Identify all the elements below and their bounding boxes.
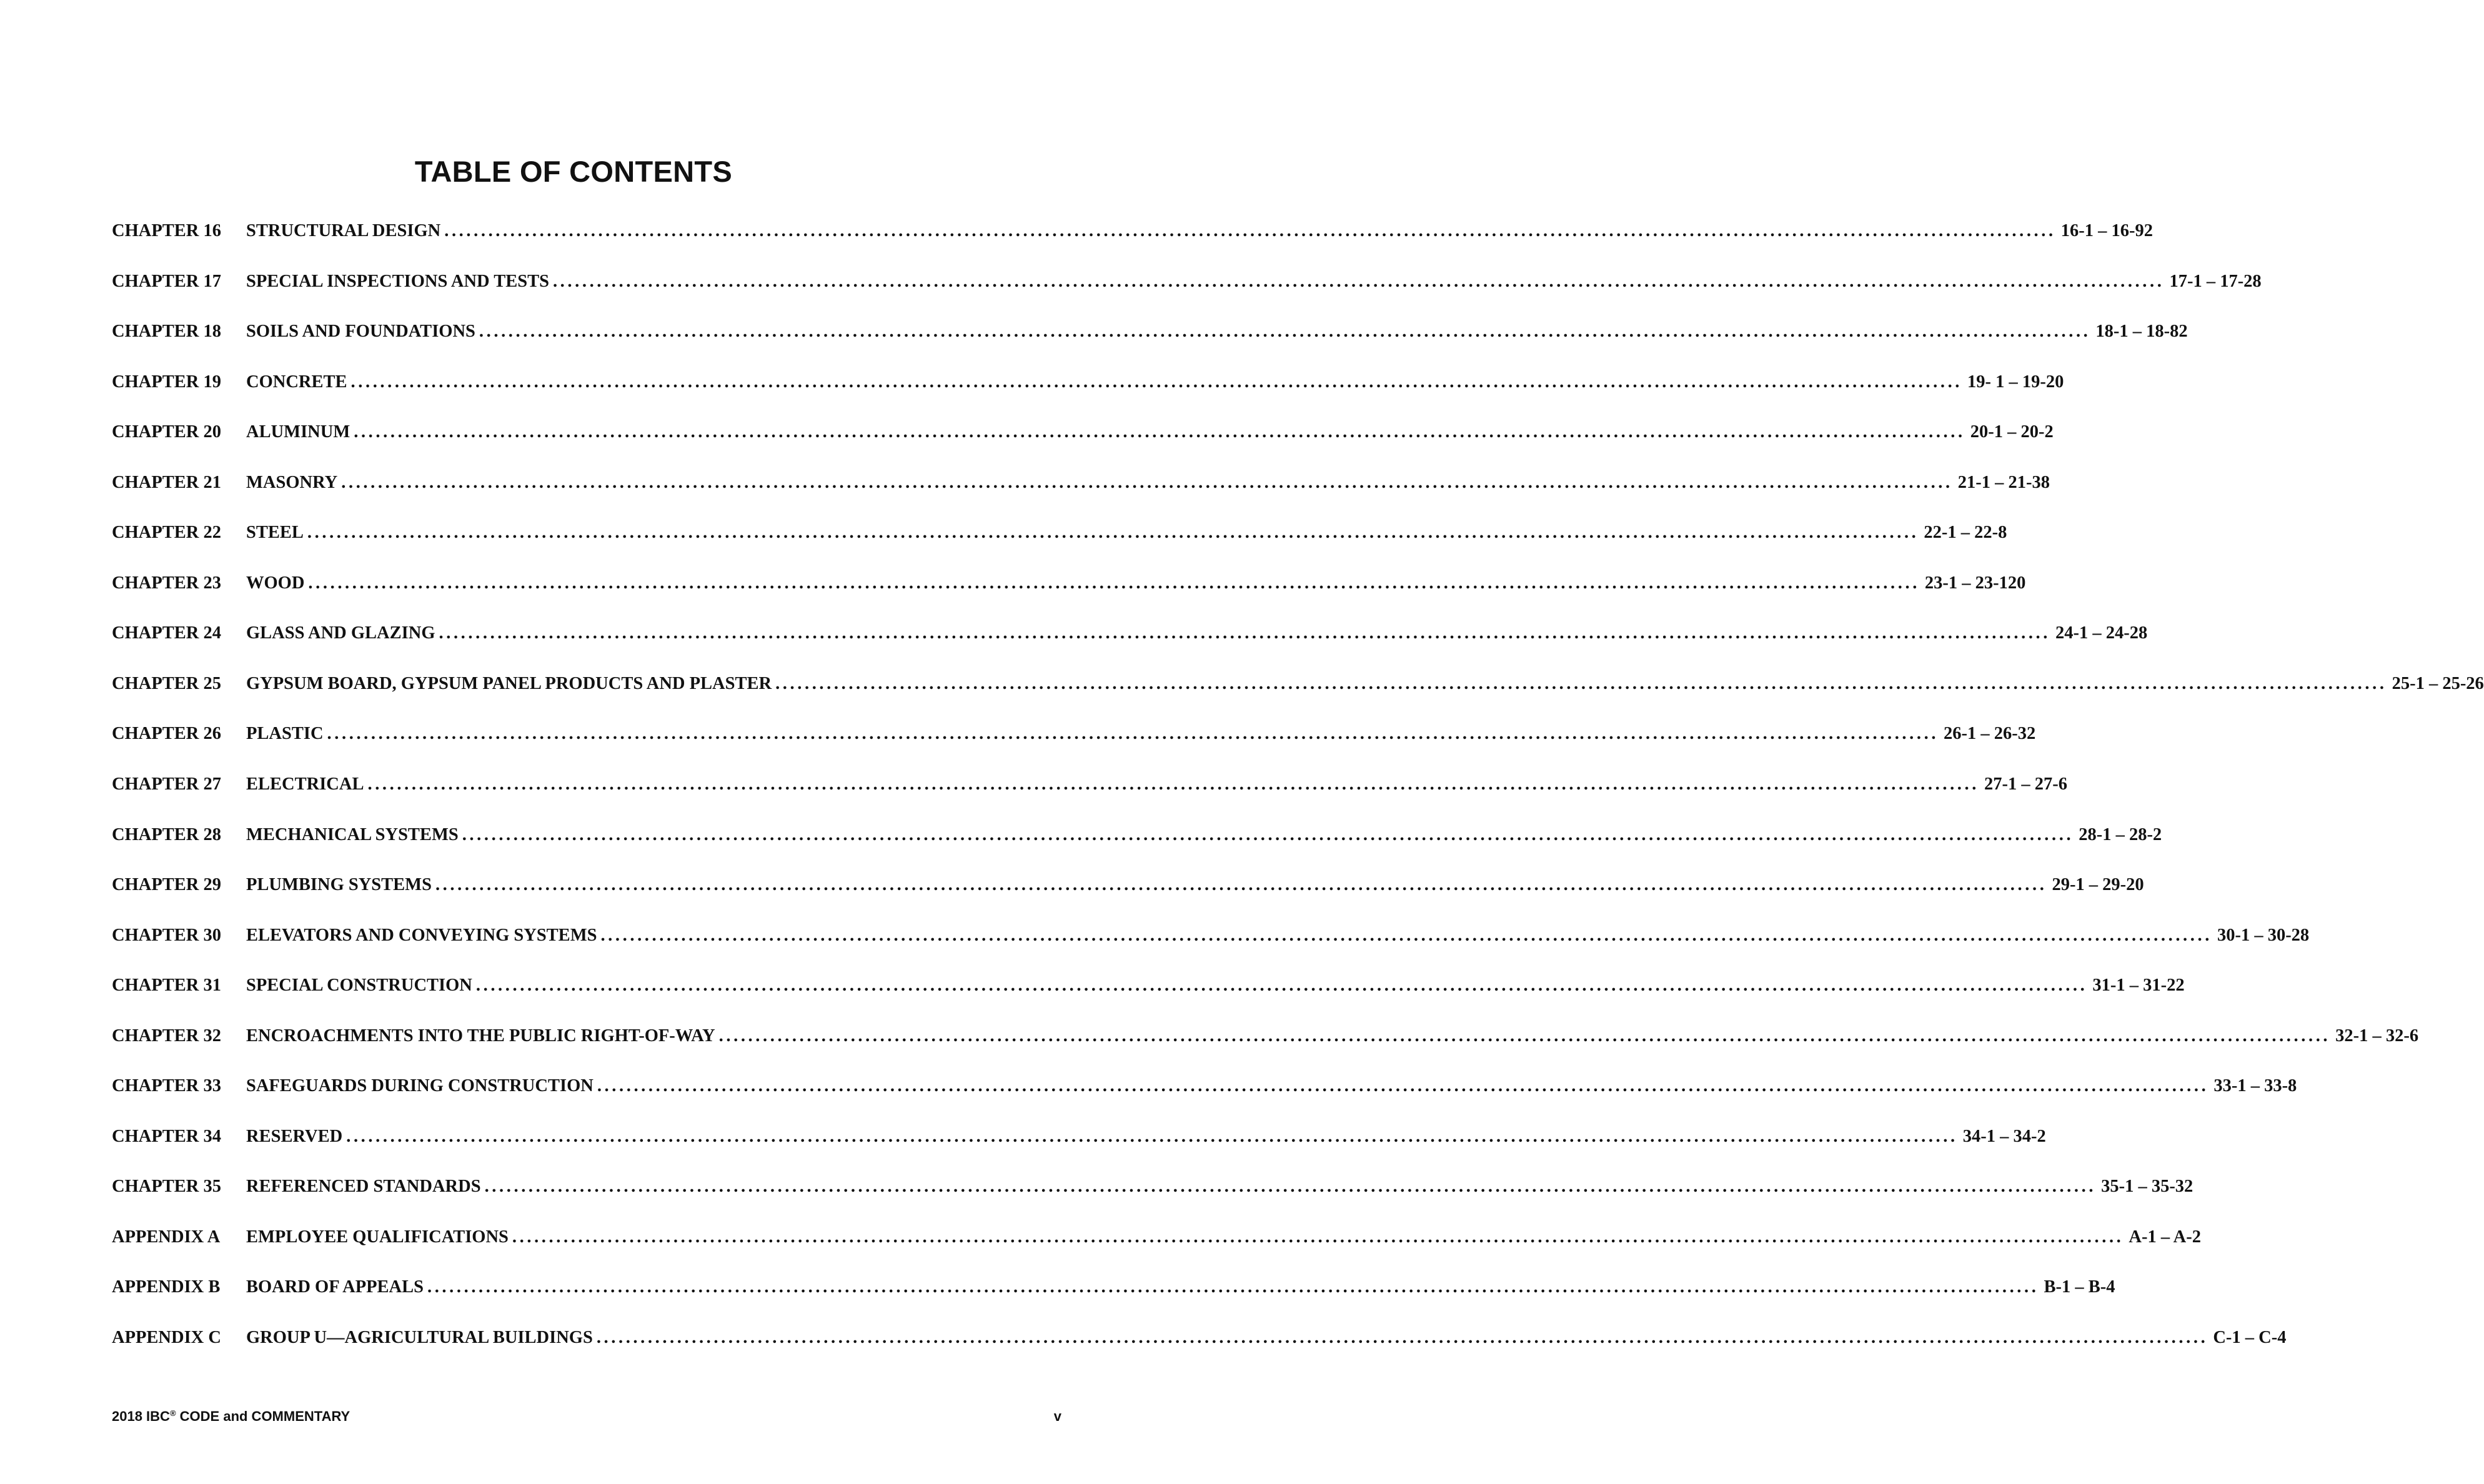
toc-entry[interactable]: [112, 1275, 2115, 1325]
toc-entry-pages: 20-1 – 20-2: [1970, 422, 2054, 442]
toc-entry-title: PLASTIC: [246, 724, 324, 744]
toc-entry-label: CHAPTER 20: [112, 422, 221, 442]
dot-leader: ............................................................................................................................................................................................................................: [596, 1328, 2208, 1348]
footer-page-number: v: [1053, 1408, 1061, 1424]
dot-leader: ............................................................................................................................................................................................................................: [327, 724, 1939, 744]
toc-entry-title: GLASS AND GLAZING: [246, 623, 435, 643]
toc-entry-title: STRUCTURAL DESIGN: [246, 221, 441, 240]
footer-publication-suffix: CODE and COMMENTARY: [176, 1408, 350, 1424]
toc-entry-title: SAFEGUARDS DURING CONSTRUCTION: [246, 1076, 594, 1096]
toc-entry-pages: 22-1 – 22-8: [1924, 523, 2007, 543]
toc-entry[interactable]: [112, 671, 2484, 722]
toc-list: [112, 219, 2484, 1376]
dot-leader: ............................................................................................................................................................................................................................: [308, 573, 1920, 593]
toc-entry[interactable]: [112, 1325, 2287, 1376]
dot-leader: ............................................................................................................................................................................................................................: [307, 523, 1919, 543]
toc-entry-pages: 27-1 – 27-6: [1984, 774, 2067, 794]
toc-entry-pages: 21-1 – 21-38: [1957, 472, 2050, 492]
toc-entry-title: STEEL: [246, 523, 304, 543]
toc-entry-title: ALUMINUM: [246, 422, 350, 442]
toc-entry-title: WOOD: [246, 573, 305, 593]
toc-entry-title: ELECTRICAL: [246, 774, 364, 794]
dot-leader: ............................................................................................................................................................................................................................: [775, 673, 2387, 693]
toc-entry-label: APPENDIX A: [112, 1227, 221, 1247]
toc-entry-title: MECHANICAL SYSTEMS: [246, 824, 459, 844]
toc-entry-pages: 18-1 – 18-82: [2095, 322, 2188, 342]
dot-leader: ............................................................................................................................................................................................................................: [346, 1126, 1958, 1146]
toc-entry-title: ELEVATORS AND CONVEYING SYSTEMS: [246, 925, 597, 945]
toc-entry-label: CHAPTER 28: [112, 824, 221, 844]
toc-entry-label: CHAPTER 33: [112, 1076, 221, 1096]
toc-entry-title: MASONRY: [246, 472, 338, 492]
toc-entry[interactable]: [112, 1124, 2046, 1175]
toc-entry[interactable]: [112, 772, 2067, 823]
dot-leader: ............................................................................................................................................................................................................................: [354, 422, 1965, 442]
toc-entry-title: REFERENCED STANDARDS: [246, 1177, 481, 1197]
toc-entry-title: ENCROACHMENTS INTO THE PUBLIC RIGHT-OF-WAY: [246, 1026, 715, 1046]
footer-publication-prefix: 2018 IBC: [112, 1408, 170, 1424]
dot-leader: ............................................................................................................................................................................................................................: [439, 623, 2050, 643]
toc-entry[interactable]: [112, 470, 2050, 521]
toc-entry-pages: 32-1 – 32-6: [2335, 1026, 2419, 1046]
toc-entry[interactable]: [112, 1024, 2419, 1074]
toc-entry-label: CHAPTER 17: [112, 271, 221, 291]
page-title: TABLE OF CONTENTS: [414, 155, 733, 189]
toc-entry-pages: A-1 – A-2: [2129, 1227, 2201, 1247]
dot-leader: ............................................................................................................................................................................................................................: [444, 221, 2056, 240]
toc-entry[interactable]: [112, 219, 2153, 269]
toc-entry[interactable]: [112, 1074, 2297, 1124]
toc-entry-pages: 16-1 – 16-92: [2060, 221, 2153, 240]
toc-entry-pages: 34-1 – 34-2: [1962, 1126, 2046, 1146]
toc-entry-title: GROUP U—AGRICULTURAL BUILDINGS: [246, 1328, 593, 1348]
toc-entry-label: CHAPTER 29: [112, 875, 221, 895]
toc-entry-label: CHAPTER 16: [112, 221, 221, 240]
toc-entry-label: CHAPTER 31: [112, 976, 221, 996]
toc-entry[interactable]: [112, 520, 2007, 571]
dot-leader: ............................................................................................................................................................................................................................: [341, 472, 1953, 492]
toc-entry-title: EMPLOYEE QUALIFICATIONS: [246, 1227, 509, 1247]
dot-leader: ............................................................................................................................................................................................................................: [367, 774, 1979, 794]
toc-entry-label: CHAPTER 27: [112, 774, 221, 794]
toc-entry-label: CHAPTER 24: [112, 623, 221, 643]
toc-entry[interactable]: [112, 923, 2310, 974]
toc-entry-label: CHAPTER 32: [112, 1026, 221, 1046]
toc-entry-label: CHAPTER 18: [112, 322, 221, 342]
toc-entry[interactable]: [112, 319, 2188, 370]
toc-entry-title: CONCRETE: [246, 372, 347, 392]
toc-entry[interactable]: [112, 1225, 2201, 1275]
toc-entry-title: RESERVED: [246, 1126, 343, 1146]
toc-entry[interactable]: [112, 873, 2144, 923]
dot-leader: ............................................................................................................................................................................................................................: [427, 1277, 2039, 1297]
toc-entry-pages: 25-1 – 25-26: [2392, 673, 2484, 693]
toc-entry-pages: 35-1 – 35-32: [2101, 1177, 2193, 1197]
toc-entry[interactable]: [112, 269, 2262, 320]
toc-entry-pages: 29-1 – 29-20: [2052, 875, 2144, 895]
toc-entry[interactable]: [112, 370, 2064, 420]
toc-entry-title: SOILS AND FOUNDATIONS: [246, 322, 475, 342]
dot-leader: ............................................................................................................................................................................................................................: [475, 976, 2088, 996]
toc-entry[interactable]: [112, 420, 2054, 470]
toc-entry-label: CHAPTER 35: [112, 1177, 221, 1197]
dot-leader: ............................................................................................................................................................................................................................: [479, 322, 2091, 342]
toc-entry-pages: 23-1 – 23-120: [1924, 573, 2026, 593]
dot-leader: ............................................................................................................................................................................................................................: [597, 1076, 2209, 1096]
registered-mark: ®: [169, 1408, 176, 1418]
toc-entry-pages: B-1 – B-4: [2044, 1277, 2115, 1297]
toc-entry-title: BOARD OF APPEALS: [246, 1277, 424, 1297]
toc-entry-pages: 17-1 – 17-28: [2169, 271, 2262, 291]
toc-entry-label: CHAPTER 22: [112, 523, 221, 543]
toc-entry-label: CHAPTER 30: [112, 925, 221, 945]
toc-entry-label: APPENDIX B: [112, 1277, 221, 1297]
toc-entry-pages: C-1 – C-4: [2213, 1328, 2287, 1348]
dot-leader: ............................................................................................................................................................................................................................: [552, 271, 2165, 291]
toc-entry-label: CHAPTER 19: [112, 372, 221, 392]
toc-entry[interactable]: [112, 571, 2026, 621]
toc-entry-pages: 33-1 – 33-8: [2213, 1076, 2297, 1096]
toc-entry[interactable]: [112, 1174, 2193, 1225]
toc-entry-pages: 24-1 – 24-28: [2055, 623, 2148, 643]
dot-leader: ............................................................................................................................................................................................................................: [484, 1177, 2097, 1197]
toc-entry-label: CHAPTER 34: [112, 1126, 221, 1146]
dot-leader: ............................................................................................................................................................................................................................: [512, 1227, 2124, 1247]
toc-entry-title: SPECIAL CONSTRUCTION: [246, 976, 472, 996]
toc-entry[interactable]: [112, 973, 2185, 1024]
toc-entry-pages: 19- 1 – 19-20: [1967, 372, 2064, 392]
dot-leader: ............................................................................................................................................................................................................................: [718, 1026, 2331, 1046]
toc-entry-pages: 31-1 – 31-22: [2092, 976, 2185, 996]
toc-entry-label: CHAPTER 21: [112, 472, 221, 492]
toc-entry-label: CHAPTER 23: [112, 573, 221, 593]
toc-entry-pages: 30-1 – 30-28: [2217, 925, 2310, 945]
toc-entry-pages: 28-1 – 28-2: [2079, 824, 2162, 844]
toc-entry-label: APPENDIX C: [112, 1328, 221, 1348]
toc-entry-title: GYPSUM BOARD, GYPSUM PANEL PRODUCTS AND PLASTER: [246, 673, 772, 693]
toc-entry[interactable]: [112, 721, 2036, 772]
dot-leader: ............................................................................................................................................................................................................................: [435, 875, 2047, 895]
toc-entry-title: PLUMBING SYSTEMS: [246, 875, 432, 895]
toc-entry[interactable]: [112, 621, 2148, 671]
dot-leader: ............................................................................................................................................................................................................................: [462, 824, 2074, 844]
toc-entry-label: CHAPTER 25: [112, 673, 221, 693]
dot-leader: ............................................................................................................................................................................................................................: [350, 372, 1963, 392]
dot-leader: ............................................................................................................................................................................................................................: [600, 925, 2212, 945]
toc-entry-pages: 26-1 – 26-32: [1944, 724, 2036, 744]
toc-entry-label: CHAPTER 26: [112, 724, 221, 744]
toc-entry[interactable]: [112, 823, 2162, 873]
toc-entry-title: SPECIAL INSPECTIONS AND TESTS: [246, 271, 549, 291]
footer-publication: [112, 1407, 350, 1426]
